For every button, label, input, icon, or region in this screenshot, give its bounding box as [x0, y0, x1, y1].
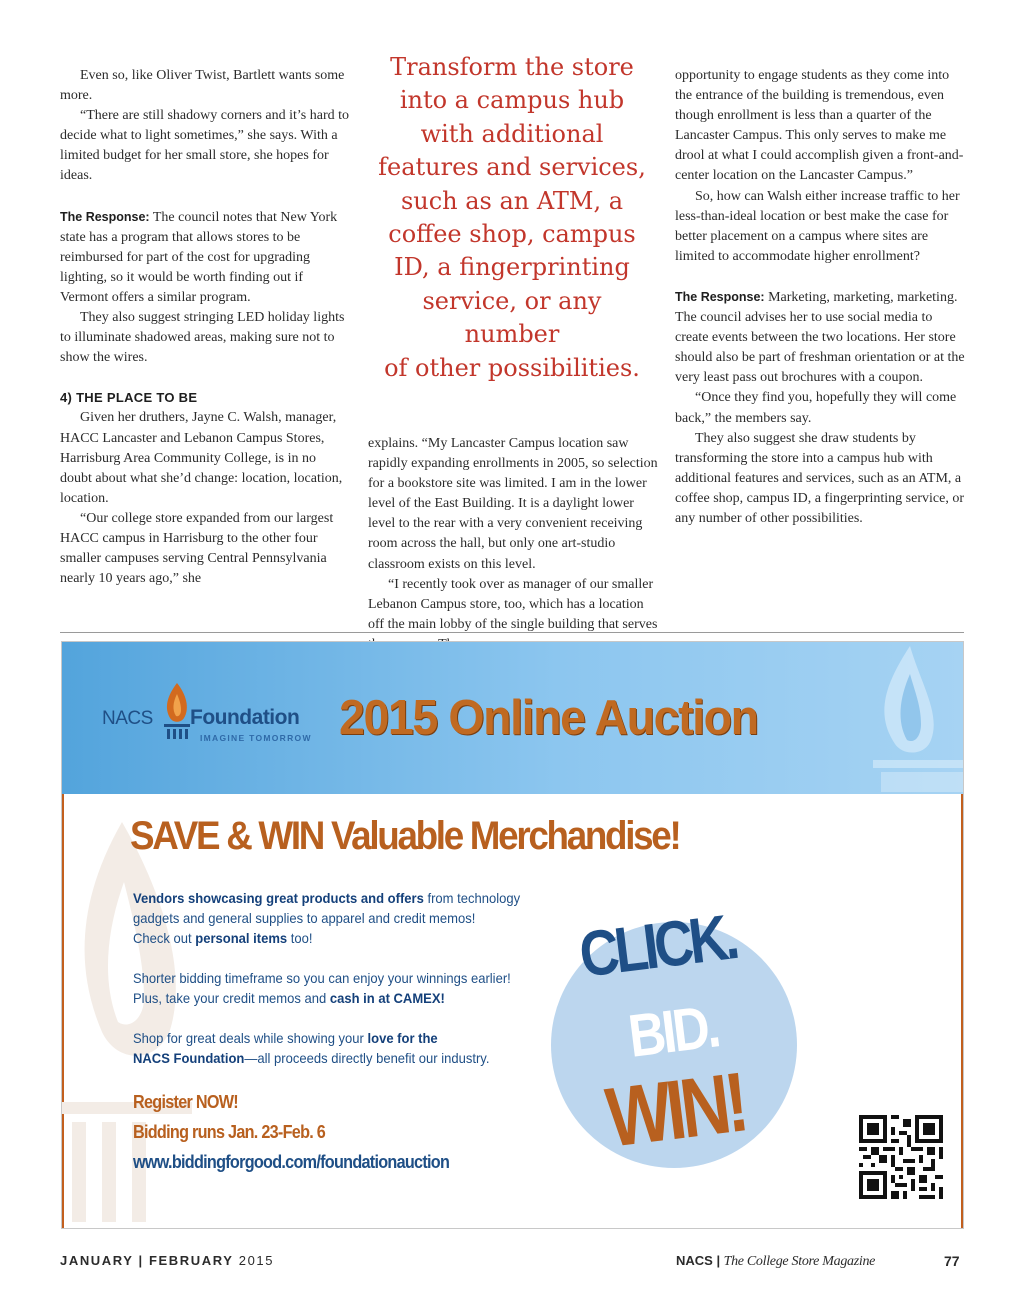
paragraph: “Once they find you, hopefully they will come back,” the members say.	[675, 390, 957, 426]
paragraph: Even so, like Oliver Twist, Bartlett wants some more.	[60, 68, 345, 104]
pull-quote-line: features and services,	[378, 153, 646, 182]
logo-nacs-text: NACS	[102, 708, 153, 729]
pull-quote-line: ID, a fingerprinting	[394, 253, 630, 282]
ad-copy-line: NACS Foundation—all proceeds directly benefit our industry.	[133, 1050, 490, 1066]
paragraph-text: Marketing, marketing, marketing. The council advises her to use social media to create events between the two locations. Her store should also be part of freshman orientation or at the very least pass out brochures with a coupon.	[675, 289, 965, 386]
ad-copy-line: Vendors showcasing great products and offers from technology	[133, 890, 521, 906]
paragraph: “There are still shadowy corners and it’s hard to decide what to light sometimes,” she says. With a limited budget for her small store, she hopes for ideas.	[60, 108, 350, 184]
paragraph-text: The council notes that New York state has a program that allows stores to be reimbursed for part of the cost for upgrading lighting, so it would be worth finding out if Vermont offers a similar program.	[60, 209, 338, 305]
paragraph: Given her druthers, Jayne C. Walsh, manager, HACC Lancaster and Lebanon Campus Stores, Harrisburg Area Community College, is in no doubt about what she’d change: location, location, location.	[60, 410, 343, 506]
article-column-3	[675, 66, 965, 529]
article-column-1	[60, 66, 350, 589]
pull-quote-line: of other possibilities.	[384, 353, 640, 382]
click-text: CLICK.	[575, 900, 740, 991]
response-lead: The Response:	[60, 209, 150, 224]
paragraph: So, how can Walsh either increase traffic to her less-than-ideal location or best make the case for better placement on a campus where sites are limited to accommodate higher enrollment?	[675, 188, 960, 264]
pull-quote-line: coffee shop, campus	[388, 220, 636, 249]
ad-banner	[62, 642, 963, 794]
divider	[60, 632, 964, 633]
pull-quote	[378, 51, 646, 385]
auction-url-link[interactable]: www.biddingforgood.com/foundationauction	[133, 1152, 450, 1172]
paragraph: opportunity to engage students as they come into the entrance of the building is tremendous, even though enrollment is less than a quarter of the Lancaster Campus. This only serves to make me drool at what I could accomplish given a front-and-center location on the Lancaster Campus.”	[675, 68, 964, 184]
bidding-dates: Bidding runs Jan. 23-Feb. 6	[133, 1122, 326, 1142]
page-number: 77	[944, 1253, 960, 1269]
ad-copy-line: gadgets and general supplies to apparel and credit memos!	[133, 910, 476, 926]
ad-headline: SAVE & WIN Valuable Merchandise!	[130, 814, 680, 858]
paragraph: They also suggest stringing LED holiday lights to illuminate shadowed areas, making sure not to show the wires.	[60, 310, 345, 366]
pull-quote-line: with additional	[420, 119, 604, 148]
win-text: WIN!	[601, 1054, 749, 1165]
nacs-foundation-logo	[102, 682, 316, 752]
bid-text: BID.	[624, 992, 721, 1070]
ad-copy-line: Check out personal items too!	[133, 930, 313, 946]
paragraph: explains. “My Lancaster Campus location saw rapidly expanding enrollments in 2005, so selection for a bookstore site was limited. I am in the lower level of the East Building. It is a daylight lower level to the rear with a very convenient receiving room across the hall, but only one art-studio classroom exists on this level.	[368, 436, 658, 572]
nacs-foundation-auction-ad[interactable]	[61, 641, 964, 1229]
pull-quote-line: such as an ATM, a	[400, 186, 624, 215]
magazine-credit: NACS | The College Store Magazine	[676, 1253, 876, 1269]
flame-icon	[162, 682, 192, 744]
torch-watermark-icon	[855, 644, 964, 792]
logo-tagline: IMAGINE TOMORROW	[200, 733, 312, 743]
paragraph: “Our college store expanded from our largest HACC campus in Harrisburg to the other four smaller campuses serving Central Pennsylvania nearly 10 years ago,” she	[60, 510, 334, 587]
ad-copy-line: Plus, take your credit memos and cash in at CAMEX!	[133, 990, 445, 1006]
section-heading: 4) THE PLACE TO BE	[60, 390, 198, 406]
paragraph	[675, 287, 965, 388]
pull-quote-line: service, or any number	[422, 286, 602, 349]
register-now-link[interactable]: Register NOW!	[133, 1092, 238, 1112]
qr-code-icon[interactable]	[859, 1115, 943, 1199]
response-lead: The Response:	[675, 289, 765, 304]
paragraph: They also suggest she draw students by transforming the store into a campus hub with additional features and services, such as an ATM, a coffee shop, campus ID, a fingerprinting service, or any number of other possibilities.	[675, 430, 964, 526]
pull-quote-line: Transform the store	[390, 53, 634, 81]
auction-title: 2015 Online Auction	[339, 691, 758, 745]
paragraph: “I recently took over as manager of our smaller Lebanon Campus store, too, which has a location off the main lobby of the single building that serves	[368, 576, 658, 632]
ad-copy-line: Shorter bidding timeframe so you can enjoy your winnings earlier!	[133, 970, 511, 986]
issue-date: JANUARY | FEBRUARY 2015	[60, 1253, 275, 1268]
logo-foundation-text: Foundation	[190, 706, 300, 729]
ad-copy-line: Shop for great deals while showing your love for the	[133, 1030, 438, 1046]
paragraph	[60, 207, 350, 308]
pull-quote-line: into a campus hub	[399, 86, 625, 115]
